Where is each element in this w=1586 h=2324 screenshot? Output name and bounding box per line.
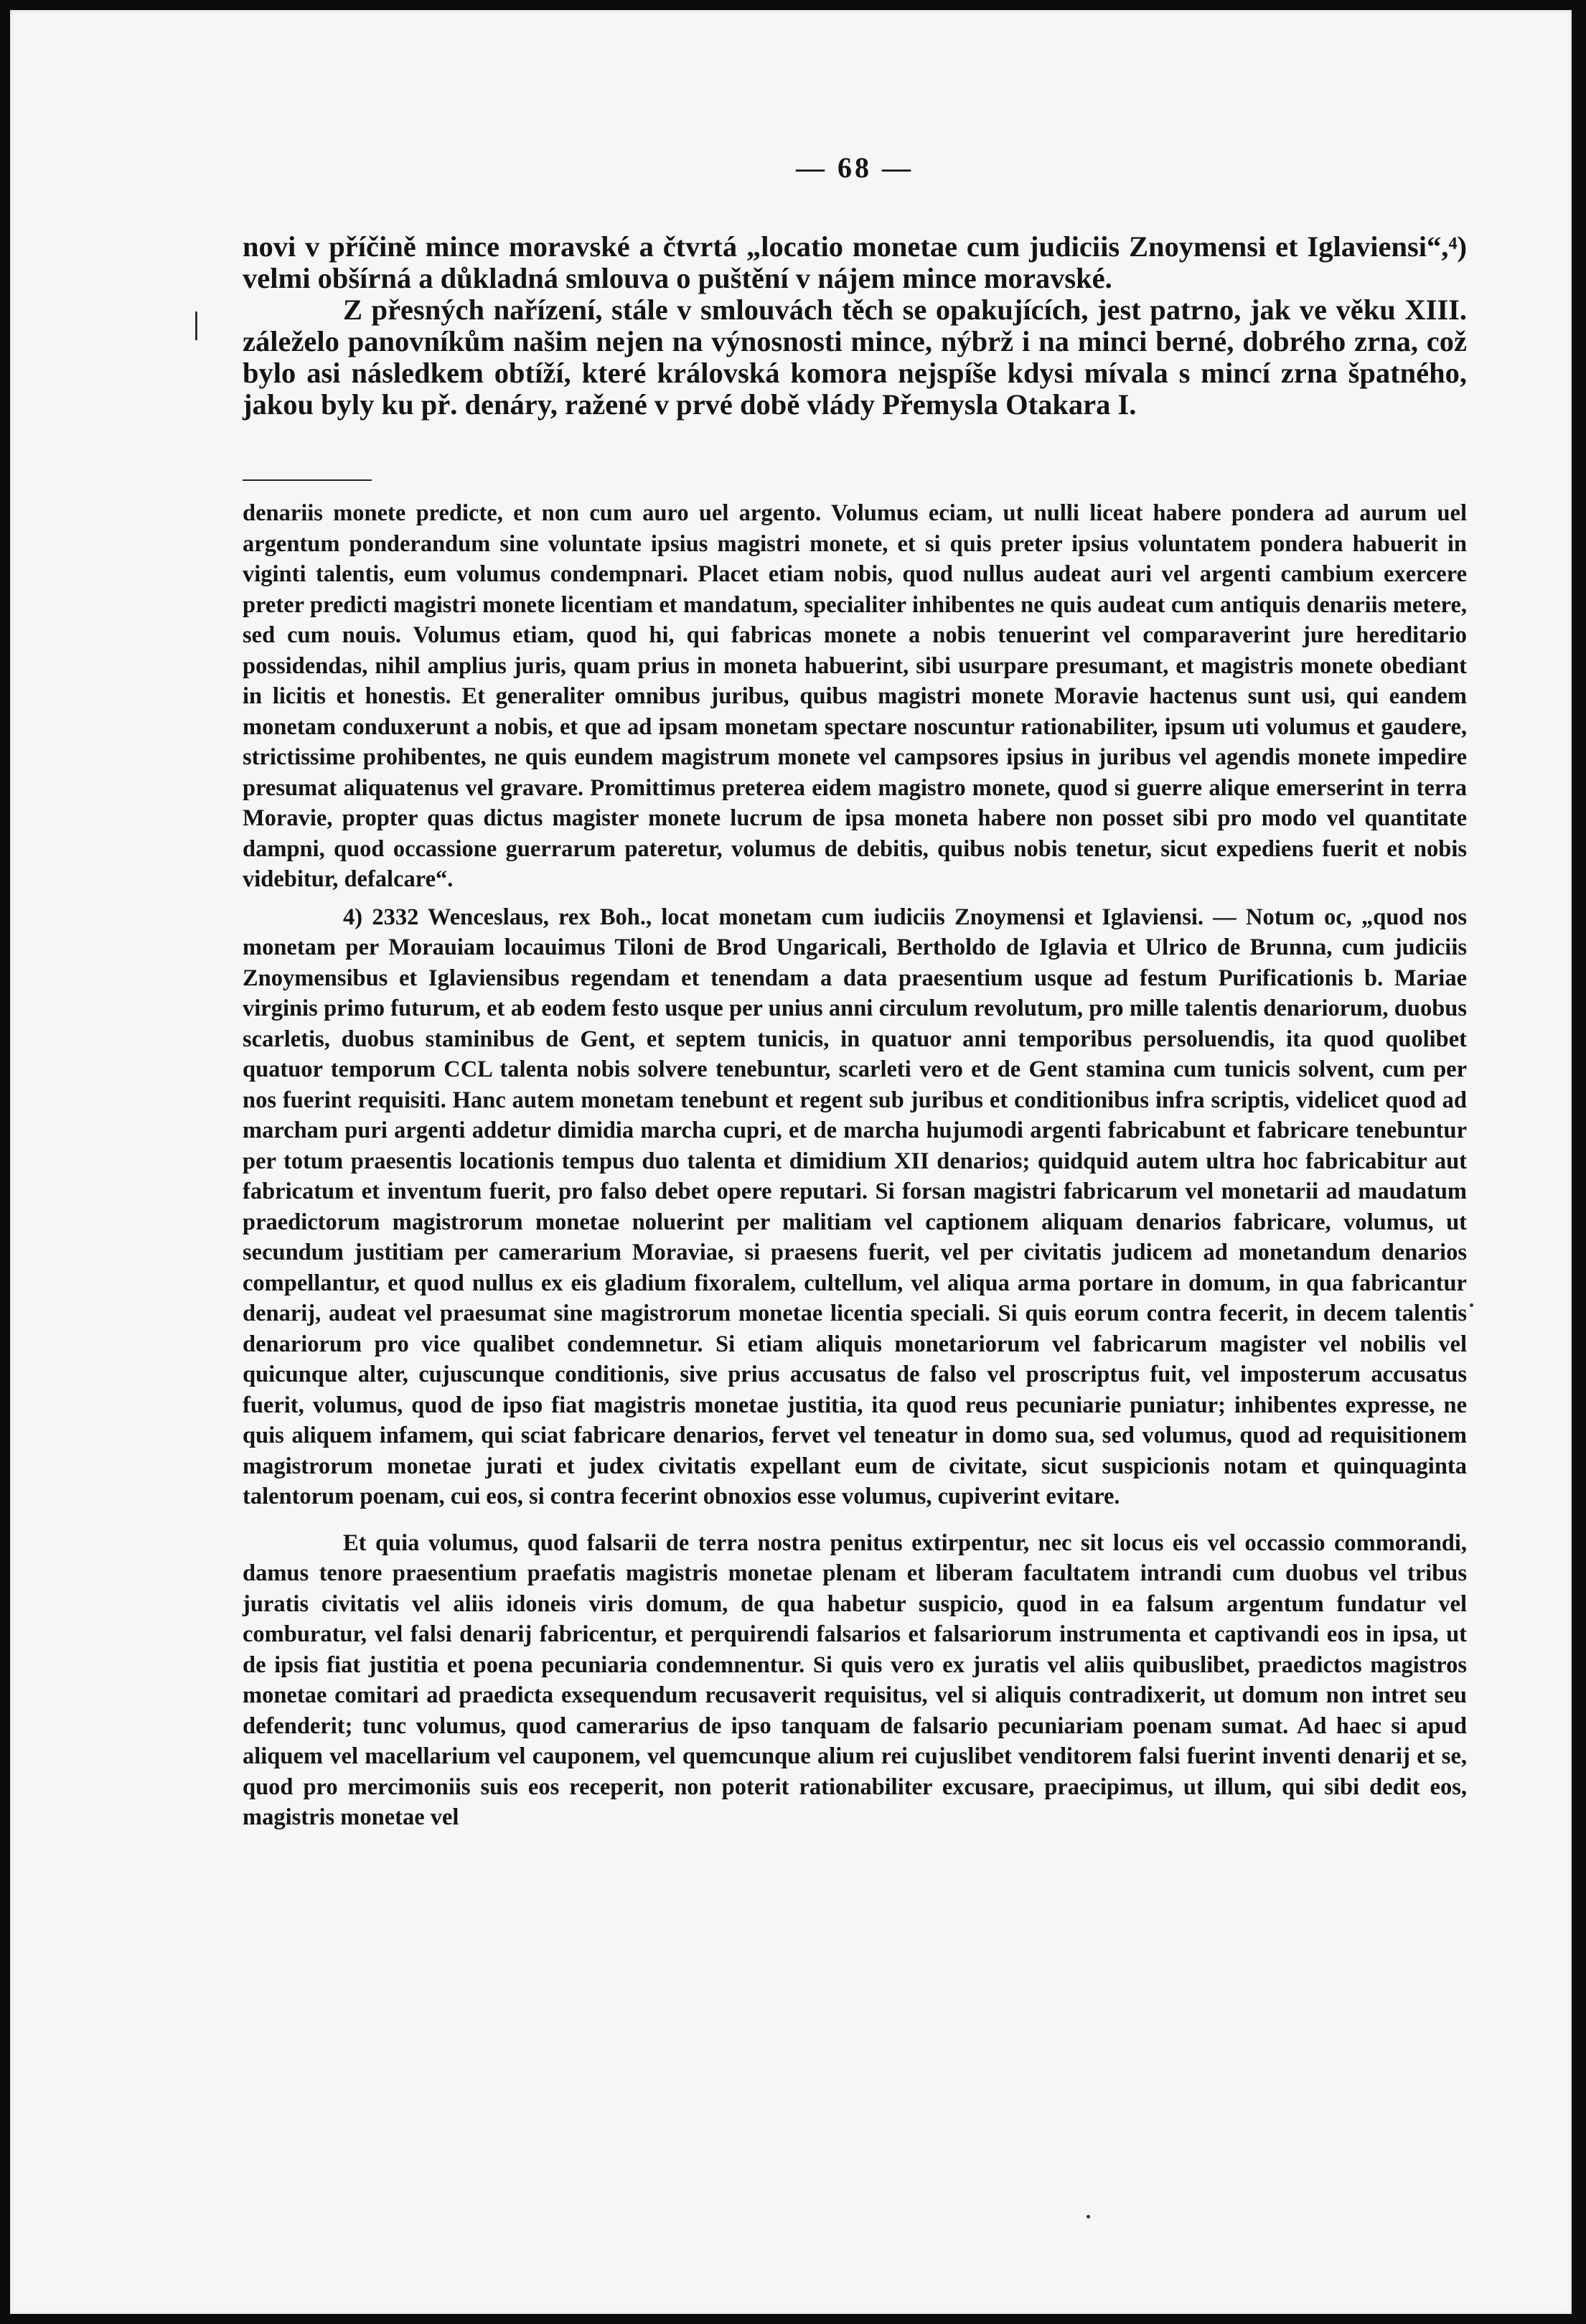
footnote-continuation: denariis monete predicte, et non cum auro uel argento. Volumus eciam, ut nulli liceat habere pondera ad aurum uel argentum ponderandum sine voluntate ipsius magistri monete, et si quis preter ipsius voluntatem pondera habuerit in viginti talentis, eum volumus condempnari. Placet etiam nobis, quod nullus audeat auri vel argenti cambium exercere preter predicti magistri monete licentiam et mandatum, specialiter inhibentes ne quis audeat cum antiquis denariis metere, sed cum nouis. Volumus etiam, quod hi, qui fabricas monete a nobis tenuerint vel comparaverint jure hereditario possidendas, nihil amplius juris, quam prius in moneta habuerint, sibi usurpare presumant, et magistris monete obediant in licitis et honestis. Et generaliter omnibus juribus, quibus magistri monete Moravie hactenus sunt usi, qui eandem monetam conduxerunt a nobis, et que ad ipsam monetam spectare noscuntur rationabiliter, ipsum uti volumus et gaudere, strictissime prohibentes, ne quis eundem magistrum monete vel campsores ipsius in juribus vel agendis monete impedire presumat aliquatenus vel gravare. Promittimus preterea eidem magistro monete, quod si guerre alique emerserint in terra Moravie, propter quas dictus magister monete lucrum de ipsa moneta habere non posset sibi pro modo vel quantitate dampni, quod occassione guerrarum pateretur, volumus de debitis, quibus nobis tenetur, sicut expediens fuerit et nobis videbitur, defalcare“. <box>243 500 1467 892</box>
main-paragraph-1: novi v příčině mince moravské a čtvrtá „locatio monetae cum judiciis Znoymensi et Iglaviensi“,⁴) velmi obšírná a důkladná smlouva o puštění v nájem mince moravské. <box>243 230 1467 294</box>
footnote-divider <box>243 479 372 481</box>
page-number: — 68 — <box>796 151 914 184</box>
margin-dot <box>1087 2215 1090 2218</box>
margin-dot <box>1470 1303 1473 1307</box>
main-paragraph-2: Z přesných nařízení, stále v smlouvách těch se opakujících, jest patrno, jak ve věku XIII. záleželo panovníkům našim nejen na výnosnosti mince, nýbrž i na minci berné, dobrého zrna, což bylo asi následkem obtíží, které královská komora nejspíše kdysi mívala s mincí zrna špatného, jakou byly ku př. denáry, ražené v prvé době vlády Přemysla Otakara I. <box>243 294 1467 421</box>
main-text <box>243 231 1467 421</box>
document-page <box>10 10 1572 2314</box>
footnote-4: 4) 2332 Wenceslaus, rex Boh., locat monetam cum iudiciis Znoymensi et Iglaviensi. — Notum oc, „quod nos monetam per Morauiam locauimus Tiloni de Brod Ungaricali, Bertholdo de Iglavia et Ulrico de Brunna, cum judiciis Znoymensibus et Iglaviensibus regendam et tenendam a data praesentium usque ad festum Purificationis b. Mariae virginis primo futurum, et ab eodem festo usque per unius anni circulum revolutum, pro mille talentis denariorum, duobus scarletis, duobus staminibus de Gent, et septem tunicis, in quatuor anni temporibus persoluendis, ita quod quolibet quatuor temporum CCL talenta nobis solvere tenebuntur, scarleti vero et de Gent stamina cum tunicis solvent, cum per nos fuerint requisiti. Hanc autem monetam tenebunt et regent sub juribus et conditionibus infra scriptis, videlicet quod ad marcham puri argenti addetur dimidia marcha cupri, et de marcha hujumodi argenti fabricabunt et fabricare tenebuntur per totum praesentis locationis tempus duo talenta et dimidium XII denarios; quidquid autem ultra hoc fabricabitur aut fabricatum et inventum fuerit, pro falso debet opere reputari. Si forsan magistri fabricarum vel monetarii ad maudatum praedictorum magistrorum monetae noluerint per malitiam vel captionem aliquam denarios fabricare, volumus, ut secundum justitiam per camerarium Moraviae, si praesens fuerit, vel per civitatis judicem ad monetandum denarios compellantur, et quod nullus ex eis gladium fixoralem, cultellum, vel aliqua arma portare in domum, in qua fabricantur denarij, audeat vel praesumat sine magistrorum monetae licentia speciali. Si quis eorum contra fecerit, in decem talentis denariorum pro vice qualibet condemnetur. Si etiam aliquis monetariorum vel fabricarum magister vel nobilis vel quicunque alter, cujuscunque conditionis, sive prius accusatus de falso vel proscriptus fuit, vel imposterum accusatus fuerit, volumus, quod de ipso fiat magistris monetae justitia, ita quod reus pecuniarie puniatur; inhibentes expresse, ne quis aliquem infamem, qui sciat fabricare denarios, fervet vel teneatur in domo sua, sed volumus, quod ad requisitionem magistrorum monetae jurati et judex civitatis expellant eum de civitate, sicut suspicionis notam et quinquaginta talentorum poenam, cui eos, si contra fecerint obnoxios esse volumus, cupiverint evitare. <box>243 904 1467 1509</box>
footnote-4-continued: Et quia volumus, quod falsarii de terra nostra penitus extirpentur, nec sit locus eis vel occassio commorandi, damus tenore praesentium praefatis magistris monetae plenam et liberam facultatem intrandi cum duobus vel tribus juratis civitatis vel aliis idoneis viris domum, de qua habetur suspicio, quod in ea falsum argentum fundatur vel comburatur, vel falsi denarij fabricentur, et perquirendi falsarios et falsariorum instrumenta et captivandi eos in ipsa, ut de ipsis fiat justitia et poena pecuniaria condemnentur. Si quis vero ex juratis vel aliis quibuslibet, praedictos magistros monetae comitari ad praedicta exsequendum recusaverit requisitus, vel si aliquis contradixerit, ut domum non intret seu defenderit; tunc volumus, quod camerarius de ipso tanquam de falsario pecuniariam poenam sumat. Ad haec si apud aliquem vel macellarium vel cauponem, vel quemcunque alium rei cujuslibet venditorem falsi fuerint inventi denarij et se, quod pro mercimoniis suis eos receperit, non poterit rationabiliter excusare, praecipimus, ut illum, qui sibi dedit eos, magistris monetae vel <box>243 1529 1467 1830</box>
margin-mark <box>195 311 197 340</box>
footnotes <box>243 498 1467 1833</box>
